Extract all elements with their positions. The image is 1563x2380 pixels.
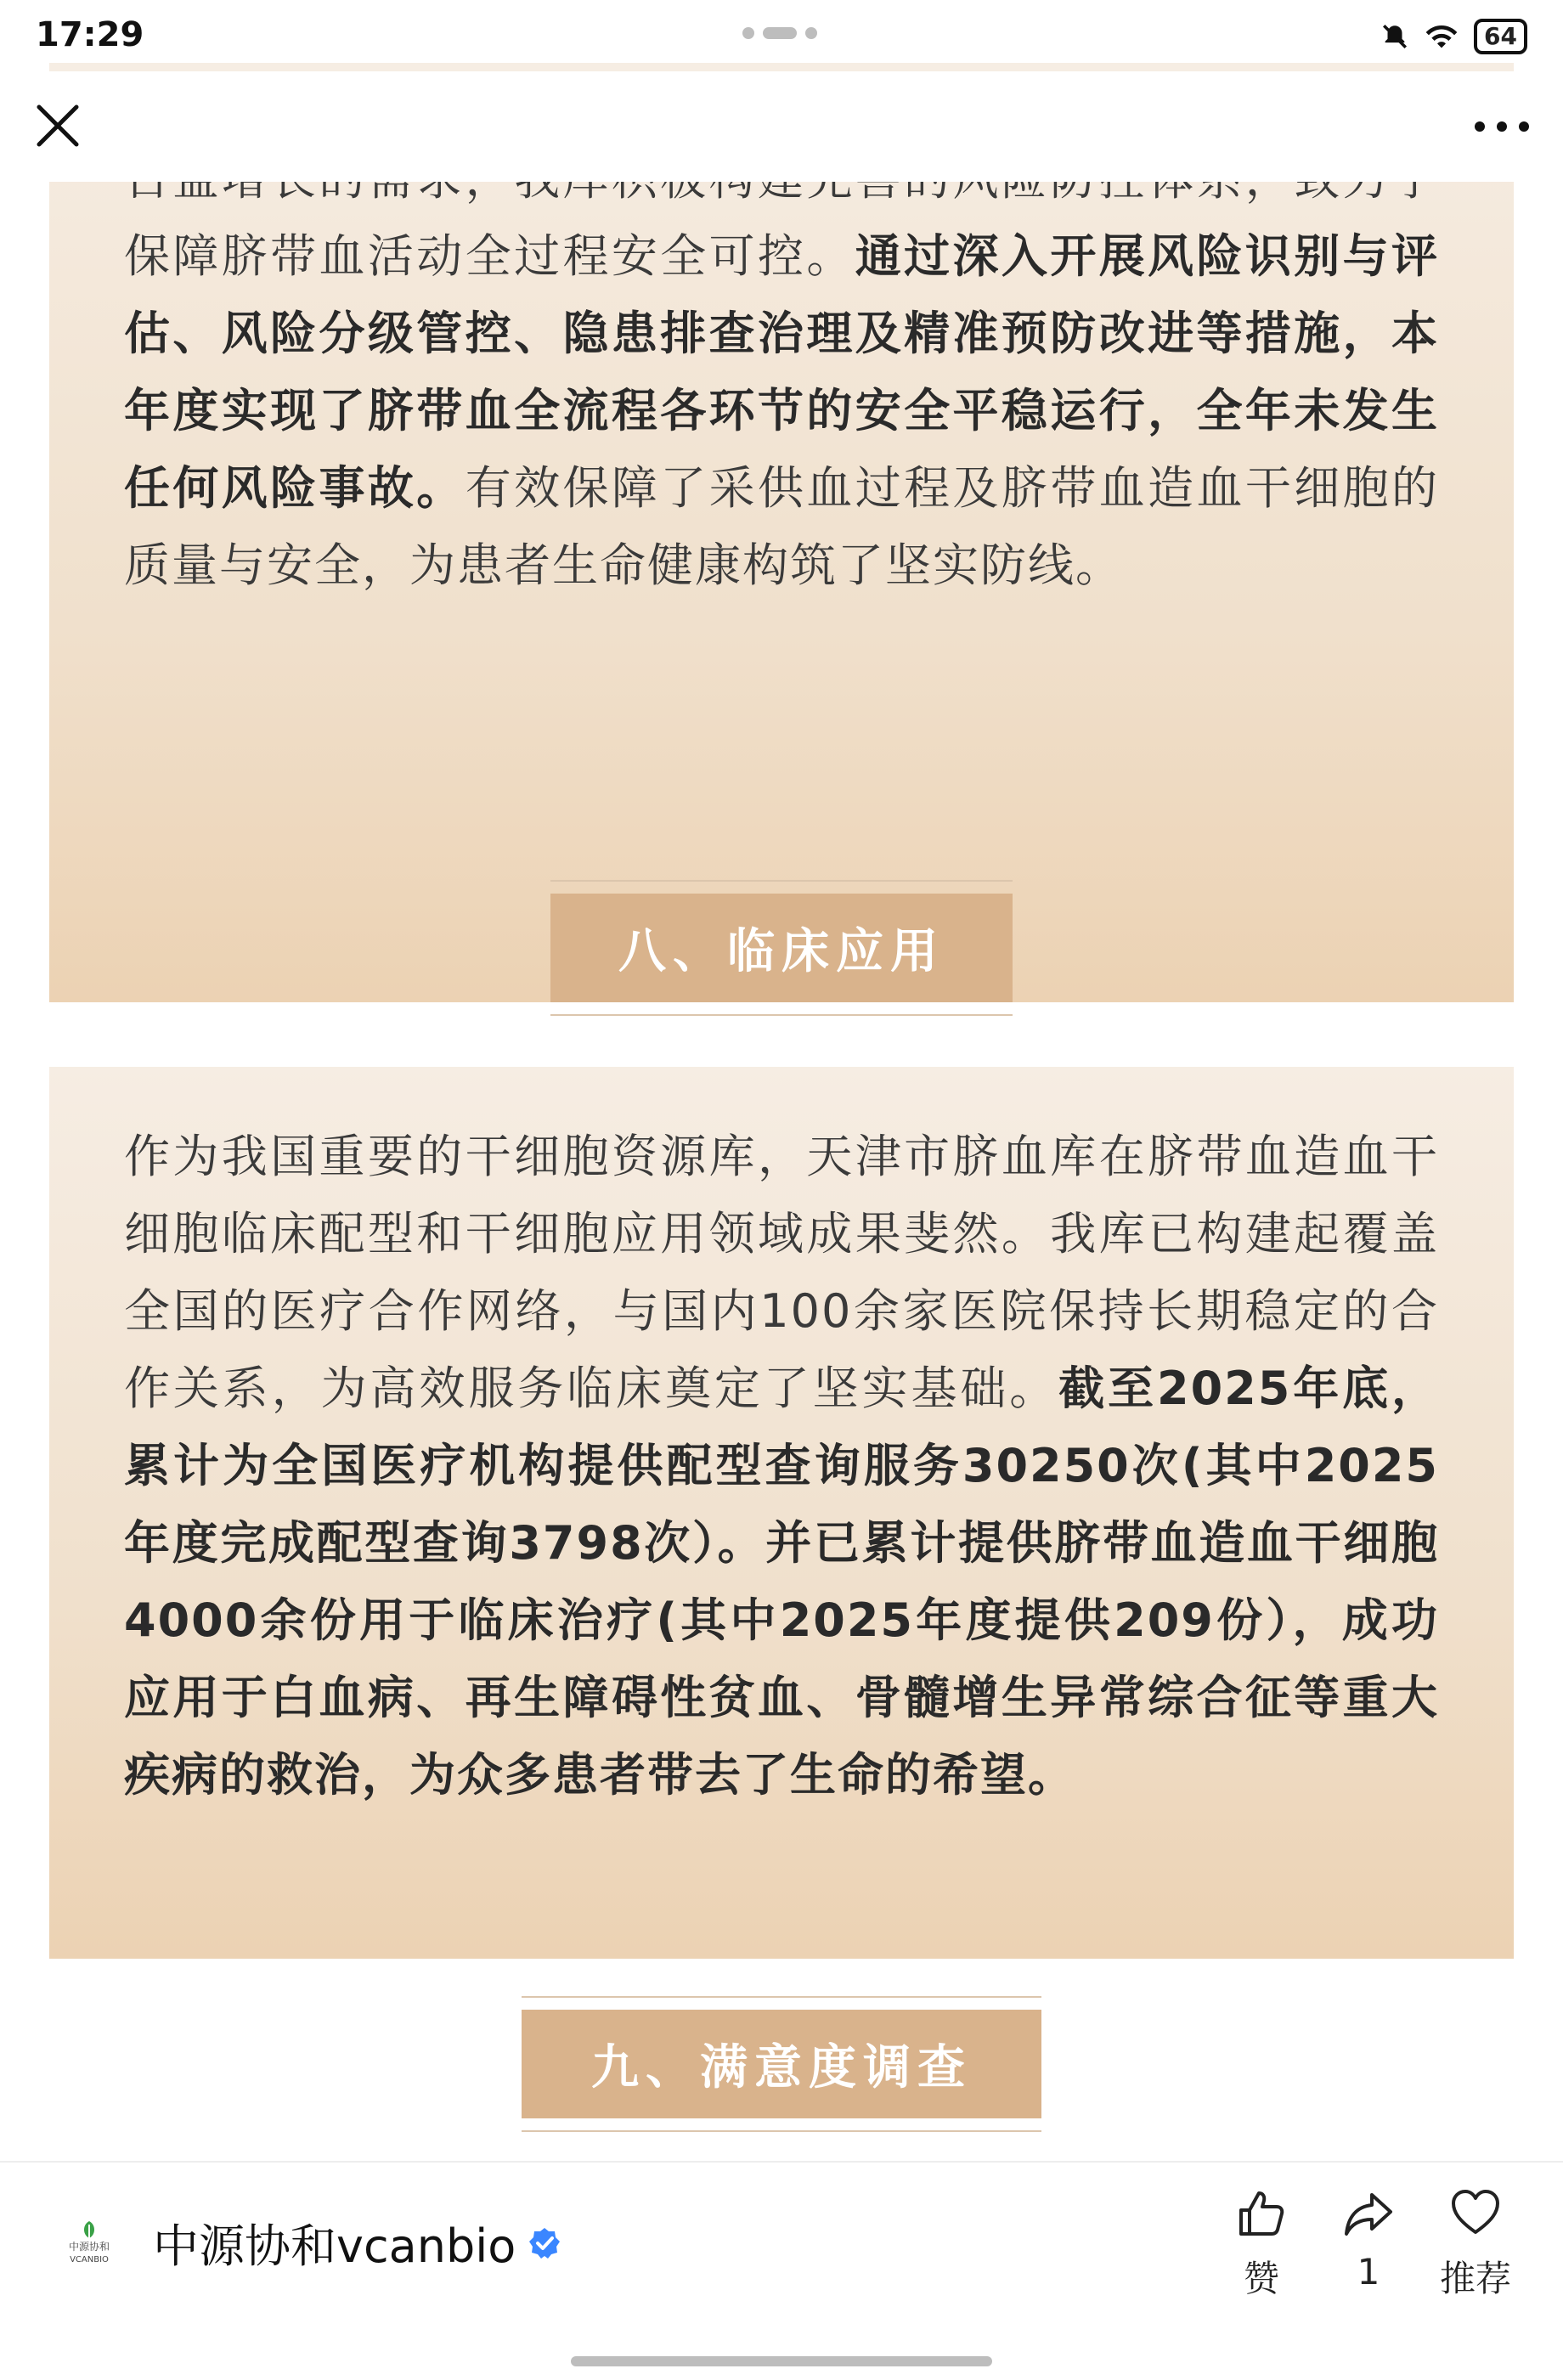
section7-panel	[49, 63, 1514, 1002]
section-title: 九、满意度调查	[522, 2010, 1041, 2118]
close-icon[interactable]	[34, 102, 82, 149]
recommend-label: 推荐	[1439, 2258, 1511, 2299]
home-indicator[interactable]	[571, 2356, 992, 2366]
section8-paragraph	[124, 1118, 1439, 1813]
avatar-text: 中源协和	[68, 2240, 110, 2253]
status-time: 17:29	[36, 15, 144, 54]
share-button[interactable]	[1332, 2188, 1405, 2302]
share-arrow-icon	[1343, 2188, 1394, 2239]
avatar-text: VCANBIO	[70, 2254, 109, 2264]
thumbs-up-icon	[1236, 2188, 1287, 2239]
account-name[interactable]: 中源协和vcanbio	[153, 2219, 516, 2273]
like-button[interactable]	[1225, 2188, 1298, 2302]
share-count: 1	[1357, 2251, 1380, 2293]
avatar[interactable]	[59, 2214, 119, 2273]
wifi-icon	[1425, 22, 1459, 51]
status-icons	[1380, 19, 1527, 54]
page-indicator-dots	[742, 27, 817, 39]
article-content	[0, 182, 1563, 2161]
battery-icon: 64	[1474, 19, 1527, 54]
action-buttons	[1225, 2188, 1512, 2302]
paragraph-bold-text: 截至2025年底，累计为全国医疗机构提供配型查询服务30250次(其中2025年度完成配型查询3798次）。并已累计提供脐带血造血干细胞4000余份用于临床治疗(其中2025年度提供209份），成功应用于白血病、再生障碍性贫血、骨髓增生异常综合征等重大疾病的救治，为众多患者带去了生命的希望。	[124, 1362, 1440, 1802]
nav-bar	[0, 71, 1563, 182]
verified-badge-icon	[528, 2226, 561, 2260]
heart-icon	[1450, 2188, 1501, 2239]
recommend-button[interactable]	[1439, 2188, 1512, 2302]
account-info[interactable]	[59, 2210, 561, 2276]
section-title: 八、临床应用	[550, 894, 1013, 1002]
paragraph-text: 保障脐带血活动全过程安全可控。	[124, 229, 855, 283]
bottom-bar	[0, 2161, 1563, 2380]
paragraph-text: 有效保障了采供血过程及脐带血造血干细胞的质量与安全，为患者生命健康构筑了坚实防线。	[124, 461, 1440, 592]
paragraph-text: 作为我国重要的干细胞资源库，天津市脐血库在脐带血造血干细胞临床配型和干细胞应用领域成果斐然。我库已构建起覆盖全国的医疗合作网络，与国内100余家医院保持长期稳定的合作关系，为高效服务临床奠定了坚实基础。	[124, 1130, 1439, 1415]
like-label: 赞	[1243, 2258, 1279, 2299]
section9-heading	[522, 1996, 1041, 2132]
mute-bell-icon	[1380, 22, 1409, 51]
more-icon[interactable]	[1475, 105, 1529, 148]
section8-heading	[550, 880, 1013, 1016]
leaf-logo-icon	[77, 2219, 101, 2240]
status-bar	[0, 0, 1563, 71]
paragraph-bold-text: 通过深入开展风险识别与评估、风险分级管控、隐患排查治理及精准预防改进等措施，本年度实现了脐带血全流程各环节的安全平稳运行，全年未发生任何风险事故。	[124, 229, 1440, 515]
section8-panel	[49, 1067, 1514, 1959]
